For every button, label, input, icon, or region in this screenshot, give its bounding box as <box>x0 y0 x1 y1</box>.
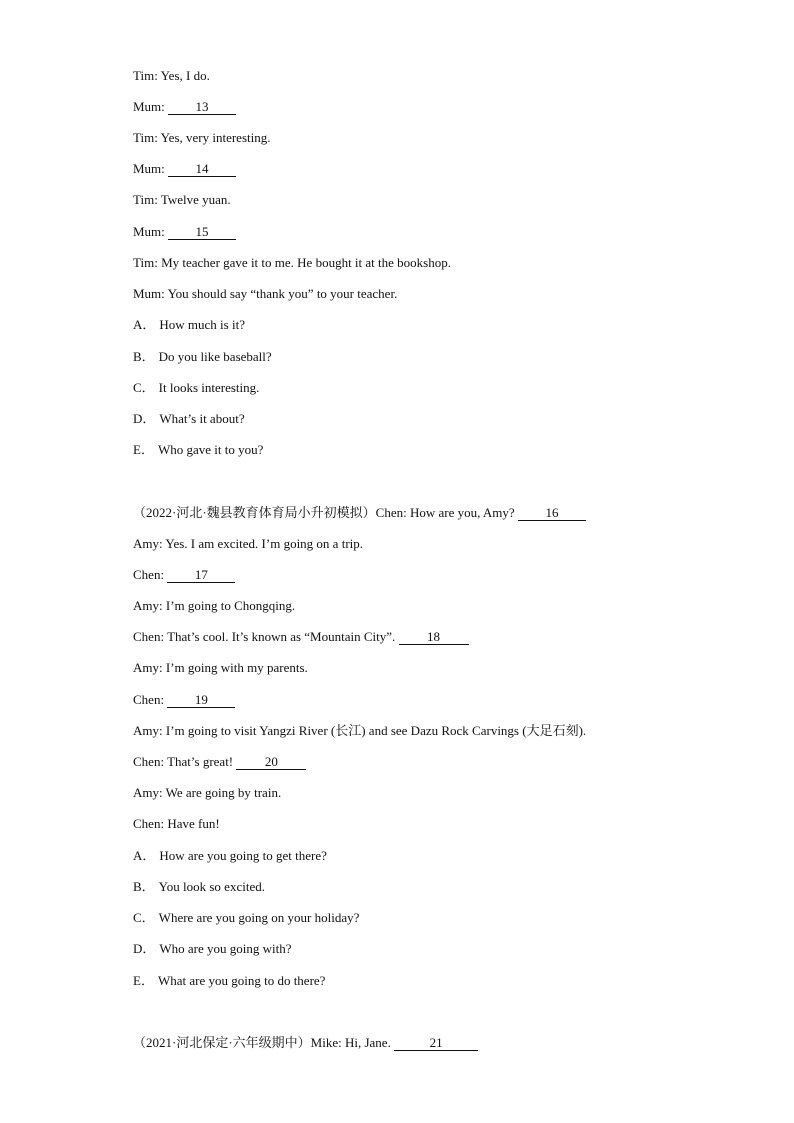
speaker: Mum: <box>133 99 165 114</box>
question-source: （2021·河北保定·六年级期中） <box>133 1035 311 1050</box>
option-b[interactable] <box>133 879 265 895</box>
utterance: That’s cool. It’s known as “Mountain City”. <box>164 629 396 644</box>
speaker: Mum: <box>133 286 165 301</box>
speaker: Tim: <box>133 68 158 83</box>
speaker: Chen: <box>133 692 165 707</box>
dialogue-line <box>133 660 308 676</box>
option-d[interactable] <box>133 411 245 427</box>
speaker: Mum: <box>133 224 165 239</box>
option-c[interactable] <box>133 380 259 396</box>
utterance: Twelve yuan. <box>157 192 231 207</box>
option-letter: E． <box>133 442 154 457</box>
option-text: Who gave it to you? <box>157 442 264 457</box>
speaker: Tim: <box>133 192 158 207</box>
option-a[interactable] <box>133 317 245 333</box>
utterance: Mike: Hi, Jane. <box>310 1035 391 1050</box>
utterance: That’s great! <box>164 754 234 769</box>
option-letter: A． <box>133 848 156 863</box>
dialogue-line <box>133 629 469 645</box>
answer-blank-14[interactable]: 14 <box>168 162 236 177</box>
answer-blank-13[interactable]: 13 <box>168 100 236 115</box>
utterance: Chen: How are you, Amy? <box>375 505 515 520</box>
question-header <box>133 505 586 521</box>
speaker: Amy: <box>133 723 163 738</box>
option-b[interactable] <box>133 349 272 365</box>
dialogue-line <box>133 723 586 739</box>
answer-blank-16[interactable]: 16 <box>518 506 586 521</box>
option-letter: C． <box>133 380 155 395</box>
speaker: Amy: <box>133 536 163 551</box>
option-letter: E． <box>133 973 154 988</box>
dialogue-line <box>133 68 210 84</box>
answer-blank-21[interactable]: 21 <box>394 1036 478 1051</box>
option-a[interactable] <box>133 848 327 864</box>
answer-blank-19[interactable]: 19 <box>167 693 235 708</box>
speaker: Chen: <box>133 567 165 582</box>
option-e[interactable] <box>133 442 263 458</box>
dialogue-line <box>133 816 220 832</box>
speaker: Tim: <box>133 255 158 270</box>
option-d[interactable] <box>133 941 292 957</box>
option-letter: A． <box>133 317 156 332</box>
option-text: What are you going to do there? <box>157 973 326 988</box>
option-text: What’s it about? <box>159 411 245 426</box>
speaker: Amy: <box>133 598 163 613</box>
dialogue-line <box>133 567 235 583</box>
dialogue-line <box>133 161 236 177</box>
dialogue-line <box>133 224 236 240</box>
dialogue-line <box>133 192 231 208</box>
dialogue-line <box>133 99 236 115</box>
utterance: I’m going to visit Yangzi River (长江) and see Dazu Rock Carvings (大足石刻). <box>162 723 587 738</box>
dialogue-line <box>133 785 281 801</box>
option-text: Do you like baseball? <box>158 349 272 364</box>
dialogue-line <box>133 536 363 552</box>
answer-blank-18[interactable]: 18 <box>399 630 469 645</box>
option-e[interactable] <box>133 973 325 989</box>
option-letter: B． <box>133 349 155 364</box>
option-text: How much is it? <box>159 317 245 332</box>
option-text: How are you going to get there? <box>159 848 327 863</box>
answer-blank-15[interactable]: 15 <box>168 225 236 240</box>
utterance: My teacher gave it to me. He bought it at the bookshop. <box>157 255 451 270</box>
utterance: Yes. I am excited. I’m going on a trip. <box>162 536 364 551</box>
speaker: Amy: <box>133 660 163 675</box>
speaker: Chen: <box>133 629 165 644</box>
option-text: Who are you going with? <box>159 941 292 956</box>
answer-blank-17[interactable]: 17 <box>167 568 235 583</box>
utterance: Have fun! <box>164 816 220 831</box>
dialogue-line <box>133 130 271 146</box>
speaker: Chen: <box>133 754 165 769</box>
dialogue-line <box>133 255 451 271</box>
dialogue-line <box>133 598 295 614</box>
option-letter: D． <box>133 411 156 426</box>
utterance: We are going by train. <box>162 785 282 800</box>
utterance: Yes, very interesting. <box>157 130 271 145</box>
option-c[interactable] <box>133 910 359 926</box>
speaker: Tim: <box>133 130 158 145</box>
speaker: Mum: <box>133 161 165 176</box>
dialogue-line <box>133 286 397 302</box>
option-letter: C． <box>133 910 155 925</box>
question-source: （2022·河北·魏县教育体育局小升初模拟） <box>133 505 376 520</box>
utterance: I’m going with my parents. <box>162 660 308 675</box>
speaker: Amy: <box>133 785 163 800</box>
option-letter: B． <box>133 879 155 894</box>
option-text: It looks interesting. <box>158 380 260 395</box>
option-text: Where are you going on your holiday? <box>158 910 360 925</box>
option-text: You look so excited. <box>158 879 265 894</box>
utterance: I’m going to Chongqing. <box>162 598 296 613</box>
dialogue-line <box>133 692 235 708</box>
speaker: Chen: <box>133 816 165 831</box>
answer-blank-20[interactable]: 20 <box>236 755 306 770</box>
option-letter: D． <box>133 941 156 956</box>
question-header <box>133 1035 478 1051</box>
utterance: Yes, I do. <box>157 68 210 83</box>
utterance: You should say “thank you” to your teacher. <box>164 286 398 301</box>
dialogue-line <box>133 754 306 770</box>
